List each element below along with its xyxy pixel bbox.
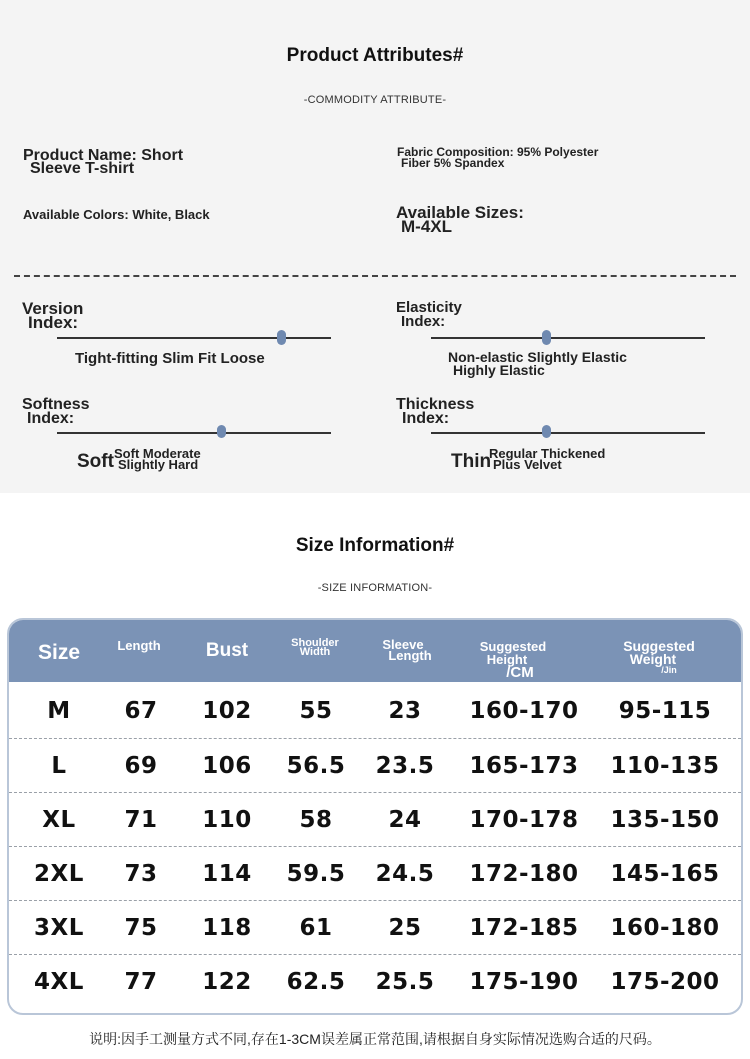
thickness-index-label — [396, 398, 474, 426]
size-info-title: Size Information# — [295, 535, 455, 556]
softness-scale — [114, 448, 201, 470]
available-colors: Available Colors: White, Black — [23, 207, 210, 222]
thickness-scale-2: Plus Velvet — [493, 457, 562, 472]
table-cell: 160-170 — [469, 698, 579, 724]
table-row — [9, 900, 741, 955]
attributes-title: Product Attributes# — [286, 45, 464, 66]
table-cell: 114 — [202, 861, 252, 887]
table-cell: 55 — [299, 698, 333, 724]
thickness-scale-1: Regular Thickened — [489, 446, 606, 461]
table-cell: 172-180 — [469, 861, 579, 887]
header-weight-l3: /Jin — [661, 665, 677, 675]
elasticity-index-label — [396, 301, 462, 329]
table-cell: 61 — [299, 915, 333, 941]
table-cell: 69 — [124, 753, 158, 779]
header-bust: Bust — [205, 640, 249, 661]
softness-label-2: Index: — [27, 410, 75, 427]
version-knob — [277, 330, 286, 345]
table-row — [9, 846, 741, 901]
version-label-2: Index: — [28, 313, 79, 332]
thickness-prefix: Thin — [451, 451, 492, 472]
thickness-track — [431, 432, 705, 434]
softness-track — [57, 432, 331, 434]
table-cell: 75 — [124, 915, 158, 941]
table-cell: 25 — [388, 915, 422, 941]
version-label-1: Version — [22, 299, 84, 318]
product-name-line1: Product Name: Short — [23, 147, 184, 164]
table-cell: M — [47, 698, 71, 724]
table-cell: 102 — [202, 698, 252, 724]
header-sleeve-length — [365, 639, 441, 661]
version-index-label — [22, 299, 84, 332]
table-header — [9, 620, 741, 682]
header-weight-l1: Suggested — [623, 638, 695, 654]
table-cell: 175-200 — [610, 969, 720, 995]
table-cell: 170-178 — [469, 807, 579, 833]
header-height-l1: Suggested — [479, 639, 547, 654]
elasticity-scale-2: Highly Elastic — [453, 362, 545, 378]
elasticity-label-1: Elasticity — [396, 299, 462, 316]
table-cell: 165-173 — [469, 753, 579, 779]
table-row — [9, 792, 741, 847]
table-cell: 3XL — [34, 915, 84, 941]
thickness-scale — [489, 448, 605, 470]
table-cell: 2XL — [34, 861, 84, 887]
header-height-l2: Height — [486, 652, 528, 667]
table-cell: 58 — [299, 807, 333, 833]
table-row — [9, 738, 741, 793]
header-height-l3: /CM — [506, 664, 534, 681]
elasticity-scale-1: Non-elastic Slightly Elastic — [448, 349, 627, 365]
header-suggested-weight — [609, 640, 709, 674]
thickness-label-2: Index: — [402, 410, 450, 427]
elasticity-scale — [448, 351, 627, 377]
fabric-composition — [397, 147, 598, 169]
table-cell: 25.5 — [375, 969, 435, 995]
table-cell: L — [51, 753, 67, 779]
table-cell: 24.5 — [375, 861, 435, 887]
header-length: Length — [117, 638, 161, 653]
table-cell: 135-150 — [610, 807, 720, 833]
table-cell: 73 — [124, 861, 158, 887]
fabric-line1: Fabric Composition: 95% Polyester — [397, 145, 599, 159]
header-shoulder-width — [277, 639, 353, 657]
version-track — [57, 337, 331, 339]
elasticity-label-2: Index: — [401, 313, 446, 330]
softness-scale-1: Soft Moderate — [114, 446, 201, 461]
header-size: Size — [37, 641, 81, 664]
table-cell: 24 — [388, 807, 422, 833]
size-info-subtitle: -SIZE INFORMATION- — [317, 582, 433, 594]
thickness-knob — [542, 425, 551, 438]
softness-prefix: Soft — [77, 451, 114, 472]
table-cell: 175-190 — [469, 969, 579, 995]
version-scale: Tight-fitting Slim Fit Loose — [75, 350, 265, 367]
elasticity-knob — [542, 330, 551, 345]
table-cell: 23.5 — [375, 753, 435, 779]
table-cell: 95-115 — [618, 698, 712, 724]
table-cell: 145-165 — [610, 861, 720, 887]
sizes-line1: Available Sizes: — [396, 203, 524, 222]
header-suggested-height — [467, 640, 559, 679]
thickness-label-1: Thickness — [396, 396, 475, 413]
table-cell: 71 — [124, 807, 158, 833]
table-cell: 110-135 — [610, 753, 720, 779]
table-cell: 172-185 — [469, 915, 579, 941]
product-name — [23, 149, 183, 175]
table-cell: 4XL — [34, 969, 84, 995]
attributes-subtitle: -COMMODITY ATTRIBUTE- — [303, 94, 447, 106]
softness-index-label — [22, 398, 90, 426]
header-shoulder-l2: Width — [299, 646, 331, 658]
elasticity-track — [431, 337, 705, 339]
table-cell: 67 — [124, 698, 158, 724]
softness-knob — [217, 425, 226, 438]
header-weight-l2: Weight — [629, 651, 677, 667]
table-cell: XL — [42, 807, 76, 833]
fabric-line2: Fiber 5% Spandex — [401, 156, 505, 170]
table-cell: 56.5 — [286, 753, 346, 779]
softness-scale-2: Slightly Hard — [118, 457, 199, 472]
table-cell: 62.5 — [286, 969, 346, 995]
table-row — [9, 954, 741, 1009]
header-sleeve-l2: Length — [388, 648, 432, 663]
table-cell: 77 — [124, 969, 158, 995]
product-name-line2: Sleeve T-shirt — [30, 160, 135, 177]
header-shoulder-l1: Shoulder — [291, 637, 339, 649]
table-cell: 160-180 — [610, 915, 720, 941]
table-cell: 59.5 — [286, 861, 346, 887]
table-cell: 23 — [388, 698, 422, 724]
table-cell: 110 — [202, 807, 252, 833]
size-table — [7, 618, 743, 1015]
table-cell: 122 — [202, 969, 252, 995]
table-cell: 106 — [202, 753, 252, 779]
divider — [14, 275, 736, 277]
header-sleeve-l1: Sleeve — [382, 637, 424, 652]
measurement-note: 说明:因手工测量方式不同,存在1-3CM误差属正常范围,请根据自身实际情况选购合适的尺码。 — [89, 1031, 661, 1047]
sizes-line2: M-4XL — [401, 217, 452, 236]
attributes-panel — [0, 0, 750, 493]
table-cell: 118 — [202, 915, 252, 941]
table-row — [9, 684, 741, 738]
softness-label-1: Softness — [22, 396, 90, 413]
available-sizes — [396, 203, 524, 236]
